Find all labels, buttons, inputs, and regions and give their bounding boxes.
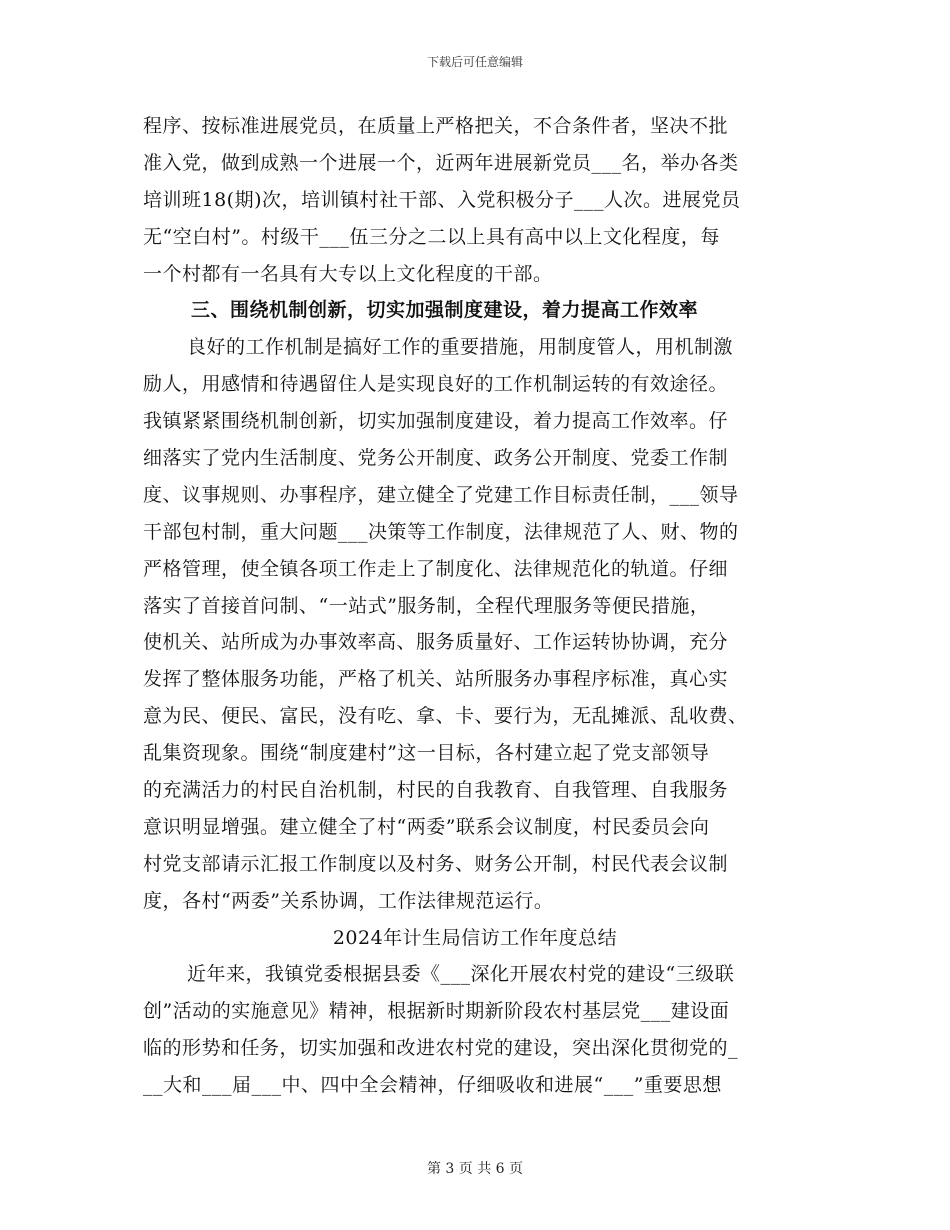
page-header: 下载后可任意编辑 bbox=[426, 55, 523, 69]
text-line: 准入党，做到成熟一个进展一个，近两年进展新党员___名，举办各类 bbox=[143, 151, 739, 174]
text-line: 无“空白村”。村级干___伍三分之二以上具有高中以上文化程度，每 bbox=[143, 225, 720, 248]
text-line: 干部包村制，重大问题___决策等工作制度，法律规范了人、财、物的 bbox=[143, 520, 739, 543]
text-line: 度、议事规则、办事程序，建立健全了党建工作目标责任制，___领导 bbox=[143, 483, 739, 506]
text-line: __大和___届___中、四中全会精神，仔细吸收和进展“___”重要思想 bbox=[143, 1074, 722, 1097]
text-line: 细落实了党内生活制度、党务公开制度、政务公开制度、党委工作制 bbox=[143, 447, 729, 470]
text-line: 严格管理，使全镇各项工作走上了制度化、法律规范化的轨道。仔细 bbox=[143, 557, 729, 580]
text-line: 一个村都有一名具有大专以上文化程度的干部。 bbox=[143, 262, 553, 285]
section-heading: 三、围绕机制创新，切实加强制度建设，着力提高工作效率 bbox=[191, 299, 699, 322]
text-line: 创”活动的实施意见》精神，根据新时期新阶段农村基层党___建设面 bbox=[143, 1000, 730, 1023]
text-line: 度，各村“两委”关系协调，工作法律规范运行。 bbox=[143, 889, 554, 912]
document-title: 2024年计生局信访工作年度总结 bbox=[332, 926, 618, 949]
text-line: 近年来，我镇党委根据县委《___深化开展农村党的建设“三级联 bbox=[187, 963, 735, 986]
text-line: 程序、按标准进展党员，在质量上严格把关，不合条件者，坚决不批 bbox=[143, 115, 729, 137]
text-line: 村党支部请示汇报工作制度以及村务、财务公开制，村民代表会议制 bbox=[143, 852, 729, 875]
text-line: 落实了首接首问制、“一站式”服务制，全程代理服务等便民措施， bbox=[143, 594, 710, 617]
text-line: 意识明显增强。建立健全了村“两委”联系会议制度，村民委员会向 bbox=[143, 815, 710, 838]
text-line: 励人，用感情和待遇留住人是实现良好的工作机制运转的有效途径。 bbox=[143, 373, 729, 396]
text-line: 良好的工作机制是搞好工作的重要措施，用制度管人，用机制激 bbox=[187, 336, 734, 359]
text-line: 发挥了整体服务功能，严格了机关、站所服务办事程序标准，真心实 bbox=[143, 668, 729, 691]
text-line: 临的形势和任务，切实加强和改进农村党的建设，突出深化贯彻党的_ bbox=[143, 1037, 739, 1060]
text-line: 乱集资现象。围绕“制度建村”这一目标，各村建立起了党支部领导 bbox=[143, 742, 710, 765]
page-footer: 第 3 页 共 6 页 bbox=[426, 1161, 524, 1177]
text-line: 使机关、站所成为办事效率高、服务质量好、工作运转协协调，充分 bbox=[143, 631, 729, 654]
text-line: 培训班18(期)次，培训镇村社干部、入党积极分子___人次。进展党员 bbox=[143, 188, 741, 211]
text-line: 的充满活力的村民自治机制，村民的自我教育、自我管理、自我服务 bbox=[143, 779, 729, 802]
document-body bbox=[143, 108, 807, 1104]
text-line: 我镇紧紧围绕机制创新，切实加强制度建设，着力提高工作效率。仔 bbox=[143, 410, 729, 433]
text-line: 意为民、便民、富民，没有吃、拿、卡、要行为，无乱摊派、乱收费、 bbox=[143, 705, 748, 728]
